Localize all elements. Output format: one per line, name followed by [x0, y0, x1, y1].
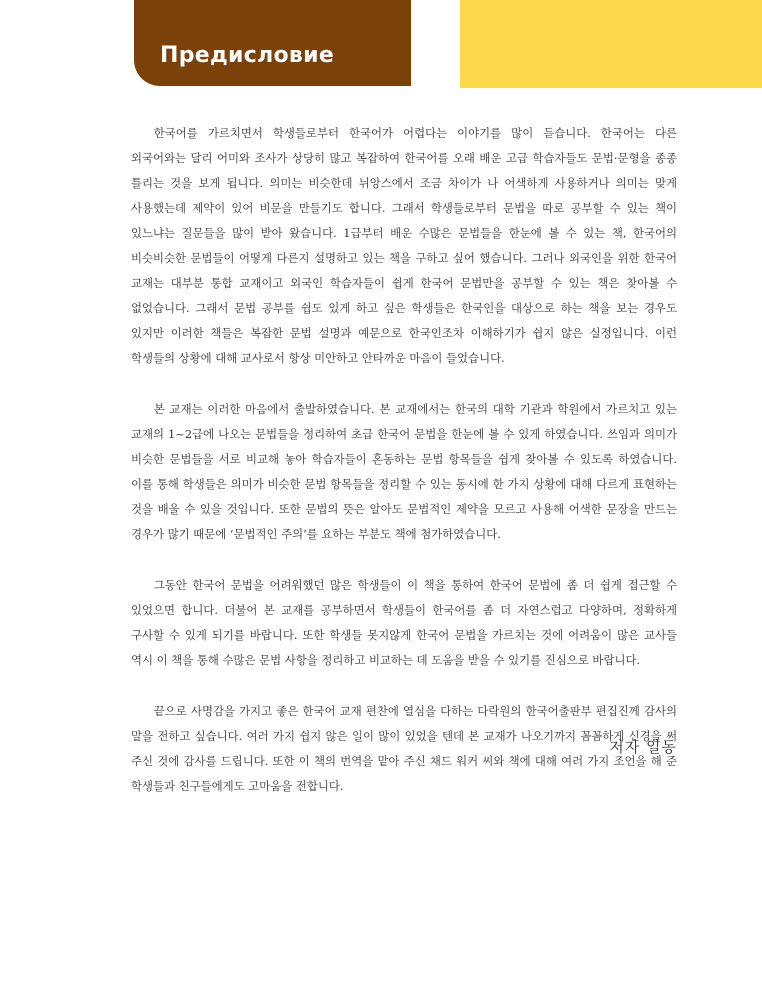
title-tab: [134, 0, 411, 86]
paragraph-1: 한국어를 가르치면서 학생들로부터 한국어가 어렵다는 이야기를 많이 듣습니다. 한국어는 다른 외국어와는 달리 어미와 조사가 상당히 많고 복잡하여 한국어를 오래 배운 고급 학습자들도 문법·문형을 종종 틀리는 것을 보게 됩니다. 의미는 비슷한데 뉘앙스에서 조금 차이가 나 어색하게 사용하거나 의미는 맞게 사용했는데 제약이 있어 비문을 만들기도 합니다. 그래서 학생들로부터 문법을 따로 공부할 수 있는 책이 있느냐는 질문들을 많이 받아 왔습니다. 1급부터 배운 수많은 문법들을 한눈에 볼 수 있는 책, 한국어의 비슷비슷한 문법들이 어떻게 다른지 설명하고 있는 책을 구하고 싶어 했습니다. 그러나 외국인을 위한 한국어 교재는 대부분 통합 교재이고 외국인 학습자들이 쉽게 한국어 문법만을 공부할 수 있는 책은 찾아볼 수 없었습니다. 그래서 문법 공부를 쉽도 있게 하고 싶은 학생들은 한국인을 대상으로 하는 책을 보는 경우도 있지만 이러한 책들은 복잡한 문법 설명과 예문으로 한국인조차 이해하기가 쉽지 않은 실정입니다. 이런 학생들의 상황에 대해 교사로서 항상 미안하고 안타까운 마음이 들었습니다.: [131, 126, 677, 365]
paragraph-3: 그동안 한국어 문법을 어려워했던 많은 학생들이 이 책을 통하여 한국어 문법에 좀 더 쉽게 접근할 수 있었으면 합니다. 더불어 본 교재를 공부하면서 학생들이 한국어를 좀 더 자연스럽고 다양하며, 정확하게 구사할 수 있게 되기를 바랍니다. 또한 학생들 못지않게 한국어 문법을 가르치는 것에 어려움이 많은 교사들 역시 이 책을 통해 수많은 문법 사항을 정리하고 비교하는 데 도움을 받을 수 있기를 진심으로 바랍니다.: [131, 578, 677, 667]
paragraph-2: 본 교재는 이러한 마음에서 출발하였습니다. 본 교재에서는 한국의 대학 기관과 학원에서 가르치고 있는 교재의 1~2급에 나오는 문법들을 정리하여 초급 한국어 문법을 한눈에 볼 수 있게 하였습니다. 쓰임과 의미가 비슷한 문법들을 서로 비교해 놓아 학습자들이 혼동하는 문법 항목들을 쉽게 찾아볼 수 있도록 하였습니다. 이를 통해 학생들은 의미가 비슷한 문법 항목들을 정리할 수 있는 동시에 한 가지 상황에 대해 다르게 표현하는 것을 배울 수 있을 것입니다. 또한 문법의 뜻은 알아도 문법적인 제약을 모르고 사용해 어색한 문장을 만드는 경우가 많기 때문에 ‘문법적인 주의’를 요하는 부분도 책에 첨가하였습니다.: [131, 402, 677, 541]
paragraph-4: 끝으로 사명감을 가지고 좋은 한국어 교재 편찬에 열심을 다하는 다락원의 한국어출판부 편집진께 감사의 말을 전하고 싶습니다. 여러 가지 쉽지 않은 일이 많이 있었을 텐데 본 교재가 나오기까지 꼼꼼하게 신경을 써 주신 것에 감사를 드립니다. 또한 이 책의 번역을 맡아 주신 채드 워커 씨와 책에 대해 여러 가지 조언을 해 준 학생들과 친구들에게도 고마움을 전합니다.: [131, 704, 677, 793]
author-signature: 저자 일동: [609, 738, 677, 756]
preface-body: [131, 121, 677, 825]
page-title: Предисловие: [160, 43, 335, 68]
